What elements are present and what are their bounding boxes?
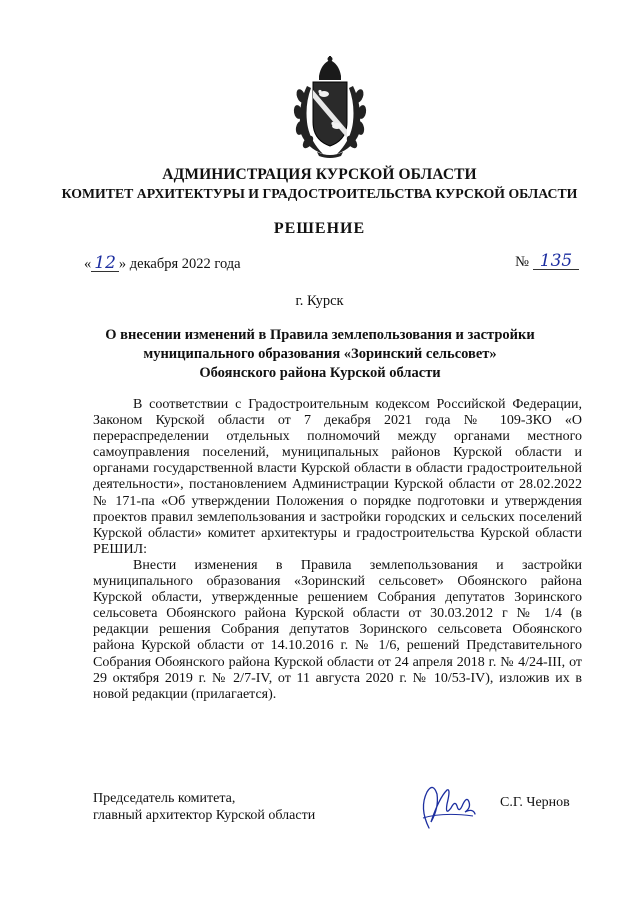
body-paragraph-1: В соответствии с Градостроительным кодексом Российской Федерации, Законом Курской области от 7 декабря 2021 года № 109-ЗКО «О перераспределении отдельных полномочий между органами местного самоуправления поселений, муниципальных районов Курской области и органами государственной власти Курской области в области градостроительной деятельности», постановлением Администрации Курской области от 28.02.2022 № 171-па «Об утверждении Положения о порядке подготовки и утверждения проектов правил землепользования и застройки городских и сельских поселений Курской области» комитет архитектуры и градостроительства Курской области РЕШИЛ: bbox=[93, 397, 582, 557]
signatory-role bbox=[93, 790, 315, 824]
handwritten-document-number: 135 bbox=[533, 253, 579, 270]
handwritten-date-day: 12 bbox=[91, 255, 119, 272]
title-line-3: Обоянского района Курской области bbox=[199, 365, 441, 381]
document-title bbox=[80, 326, 560, 383]
handwritten-signature bbox=[415, 778, 477, 834]
signatory-name: С.Г. Чернов bbox=[500, 795, 570, 810]
document-body bbox=[93, 397, 582, 703]
city-line: г. Курск bbox=[295, 293, 344, 309]
date-open-quote: « bbox=[84, 256, 92, 272]
coat-of-arms-emblem bbox=[289, 56, 371, 160]
number-line bbox=[515, 253, 579, 271]
body-paragraph-2: Внести изменения в Правила землепользования и застройки муниципального образования «Зоринский сельсовет» Обоянского района Курской области, утвержденные решением Собрания депутатов Зоринского сельсовета Обоянского района Курской области от 30.03.2012 г № 1/4 (в редакции решения Собрания депутатов Зоринского сельсовета Обоянского района Курской области от 14.10.2016 г. № 1/6, решений Представительного Собрания Обоянского района Курской области от 24 апреля 2018 г. № 4/24-III, от 29 октября 2019 г. № 2/7-IV, от 11 августа 2020 г. № 10/53-IV), изложив их в новой редакции (прилагается). bbox=[93, 557, 582, 702]
header-committee: КОМИТЕТ АРХИТЕКТУРЫ И ГРАДОСТРОИТЕЛЬСТВА КУРСКОЙ ОБЛАСТИ bbox=[61, 186, 578, 201]
title-line-2: муниципального образования «Зоринский сельсовет» bbox=[143, 346, 497, 362]
signatory-role-line-1: Председатель комитета, bbox=[93, 791, 236, 806]
date-line bbox=[84, 255, 241, 273]
document-type-heading: РЕШЕНИЕ bbox=[273, 220, 366, 237]
date-close-quote: » bbox=[118, 256, 127, 272]
number-prefix: № bbox=[515, 254, 529, 270]
title-line-1: О внесении изменений в Правила землепользования и застройки bbox=[105, 327, 535, 343]
date-rest: декабря 2022 года bbox=[126, 256, 241, 272]
header-administration: АДМИНИСТРАЦИЯ КУРСКОЙ ОБЛАСТИ bbox=[162, 166, 477, 183]
signatory-role-line-2: главный архитектор Курской области bbox=[93, 808, 316, 823]
